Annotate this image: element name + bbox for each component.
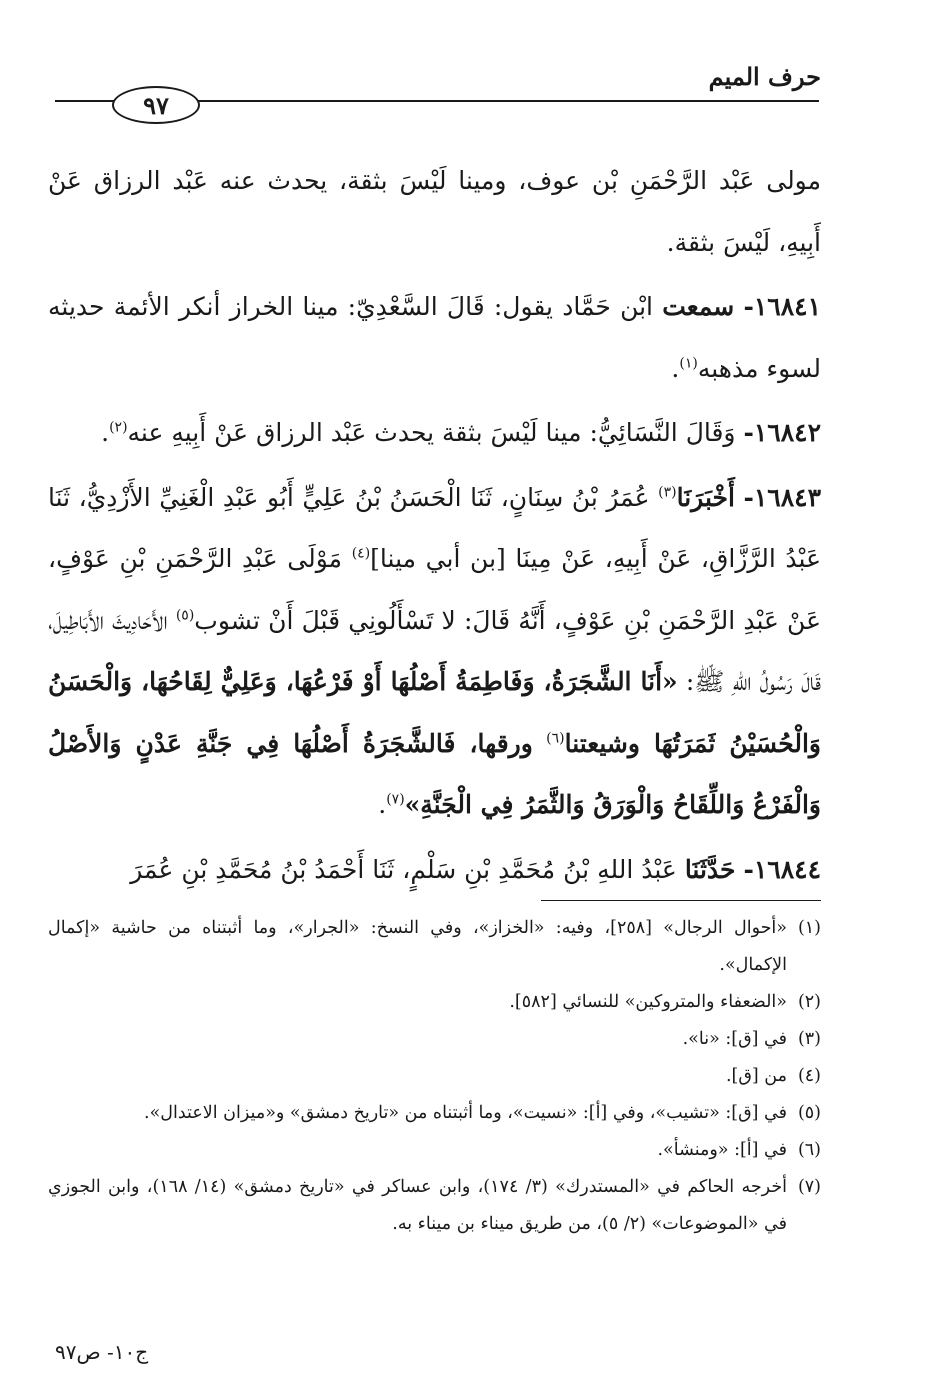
footnote-number: (٣) bbox=[797, 1029, 821, 1049]
paragraph-text: مولى عَبْد الرَّحْمَنِ بْن عوف، ومينا لَيْسَ بثقة، يحدث عنه عَبْد الرزاق عَنْ أَبِيهِ، لَيْسَ بثقة. bbox=[48, 166, 821, 257]
footnote-number: (٧) bbox=[797, 1177, 821, 1197]
entry-end: . bbox=[101, 418, 110, 447]
narration-keyword: سمعت bbox=[662, 292, 735, 321]
isnad-text: عُمَرُ بْنُ سِنَانٍ، ثَنَا الْحَسَنُ بْنُ عَلِيٍّ أَبُو عَبْدِ الْغَنِيِّ الأَزْدِيُّ، ثَنَا عَبْدُ الرَّزَّاقِ، عَنْ أَبِيهِ، عَنْ مِينَا [بن أبي مينا] bbox=[48, 482, 821, 573]
hadith-text: «أَنَا الشَّجَرَةُ، وَفَاطِمَةُ أَصْلُهَا أَوْ فَرْعُهَا، وَعَلِيٌّ لِقَاحُهَا، وَالْحَسَنُ وَالْحُسَيْنُ ثَمَرَتُهَا وشيعتنا bbox=[48, 667, 821, 758]
footnote bbox=[48, 1095, 821, 1132]
footnote-number: (٢) bbox=[797, 992, 821, 1012]
footnote-number: (٤) bbox=[797, 1066, 821, 1086]
entry-number: ١٦٨٤١- bbox=[743, 292, 821, 321]
entry-number: ١٦٨٤٢- bbox=[743, 418, 821, 447]
footnote-ref[interactable]: (٥) bbox=[175, 607, 195, 624]
paragraph-intro bbox=[48, 150, 821, 273]
footnote bbox=[48, 984, 821, 1021]
footnote-text: في [ق]: «نا». bbox=[682, 1029, 787, 1049]
footnote-ref[interactable]: (٦) bbox=[546, 730, 565, 747]
footnote-text: في [أ]: «ومنشأ». bbox=[657, 1140, 787, 1160]
entry-number: ١٦٨٤٣- bbox=[743, 482, 821, 512]
narration-keyword: أَخْبَرَنَا bbox=[676, 482, 735, 512]
footnote-ref[interactable]: (٧) bbox=[386, 791, 405, 808]
footnote-text: من [ق]. bbox=[725, 1066, 787, 1086]
entry-end: . bbox=[378, 790, 387, 819]
page-header bbox=[0, 0, 929, 130]
footnote-ref[interactable]: (٢) bbox=[109, 419, 128, 436]
footnote-number: (٥) bbox=[797, 1103, 821, 1123]
entry-16842 bbox=[48, 402, 821, 464]
entry-16843 bbox=[48, 467, 821, 836]
volume-page-marker: ج١٠- ص٩٧ bbox=[55, 1340, 149, 1364]
narration-keyword: حَدَّثَنَا bbox=[684, 854, 736, 884]
entry-text: وَقَالَ النَّسَائِيُّ: مينا لَيْسَ بثقة يحدث عَبْد الرزاق عَنْ أَبِيهِ عنه bbox=[127, 418, 736, 447]
isnad-text: مَوْلَى عَبْدِ الرَّحْمَنِ بْنِ عَوْفٍ، عَنْ عَبْدِ الرَّحْمَنِ بْنِ عَوْفٍ، أَنَّهُ قَالَ: لا تَسْأَلُونِي قَبْلَ أَنْ تشوب bbox=[48, 544, 822, 635]
footnote-text: «أحوال الرجال» [٢٥٨]، وفيه: «الخزاز»، وفي النسخ: «الجرار»، وما أثبتناه من حاشية «إكمال الإكمال». bbox=[48, 918, 787, 975]
entry-16841 bbox=[48, 276, 821, 399]
entry-text: ابْن حَمَّاد يقول: قَالَ السَّعْدِيّ: مينا الخراز أنكر الأئمة حديثه لسوء مذهبه bbox=[48, 292, 821, 383]
footnotes bbox=[48, 910, 821, 1243]
footnote-ref[interactable]: (٣) bbox=[658, 484, 677, 501]
footnote-number: (١) bbox=[797, 918, 821, 938]
footnote-number: (٦) bbox=[797, 1140, 821, 1160]
isnad-text: الأَحَادِيثَ الأَبَاطِيلَ، قَالَ رَسُولُ اللهِ ﷺ: bbox=[48, 605, 821, 696]
footnote bbox=[48, 1169, 821, 1243]
footnote-text: أخرجه الحاكم في «المستدرك» (٣/ ١٧٤)، وابن عساكر في «تاريخ دمشق» (١٤/ ١٦٨)، وابن الجوزي في «الموضوعات» (٢/ ٥)، من طريق ميناء بن ميناء به. bbox=[48, 1177, 788, 1234]
footnote-ref[interactable]: (٤) bbox=[351, 545, 371, 562]
page-number: ٩٧ bbox=[112, 86, 200, 124]
entry-text: عَبْدُ اللهِ بْنُ مُحَمَّدِ بْنِ سَلْمٍ، ثَنَا أَحْمَدُ بْنُ مُحَمَّدِ بْنِ عُمَرَ bbox=[130, 854, 677, 884]
footnote-ref[interactable]: (١) bbox=[679, 355, 698, 372]
footnote bbox=[48, 1132, 821, 1169]
footnote bbox=[48, 910, 821, 984]
footnote bbox=[48, 1058, 821, 1095]
footnote bbox=[48, 1021, 821, 1058]
footnote-text: «الضعفاء والمتروكين» للنسائي [٥٨٢]. bbox=[509, 992, 787, 1012]
hadith-text: ورقها، فَالشَّجَرَةُ أَصْلُهَا فِي جَنَّةِ عَدْنٍ وَالأَصْلُ وَالْفَرْعُ وَاللِّقَاحُ وَالْوَرَقُ وَالثَّمَرُ فِي الْجَنَّةِ» bbox=[48, 728, 821, 819]
main-text bbox=[48, 150, 821, 900]
entry-end: . bbox=[671, 353, 680, 383]
footnote-text: في [ق]: «تشيب»، وفي [أ]: «نسيت»، وما أثبتناه من «تاريخ دمشق» و«ميزان الاعتدال». bbox=[144, 1103, 787, 1123]
entry-number: ١٦٨٤٤- bbox=[743, 854, 821, 884]
entry-16844 bbox=[48, 839, 821, 901]
chapter-title: حرف الميم bbox=[708, 62, 821, 91]
footnote-rule bbox=[541, 900, 821, 901]
